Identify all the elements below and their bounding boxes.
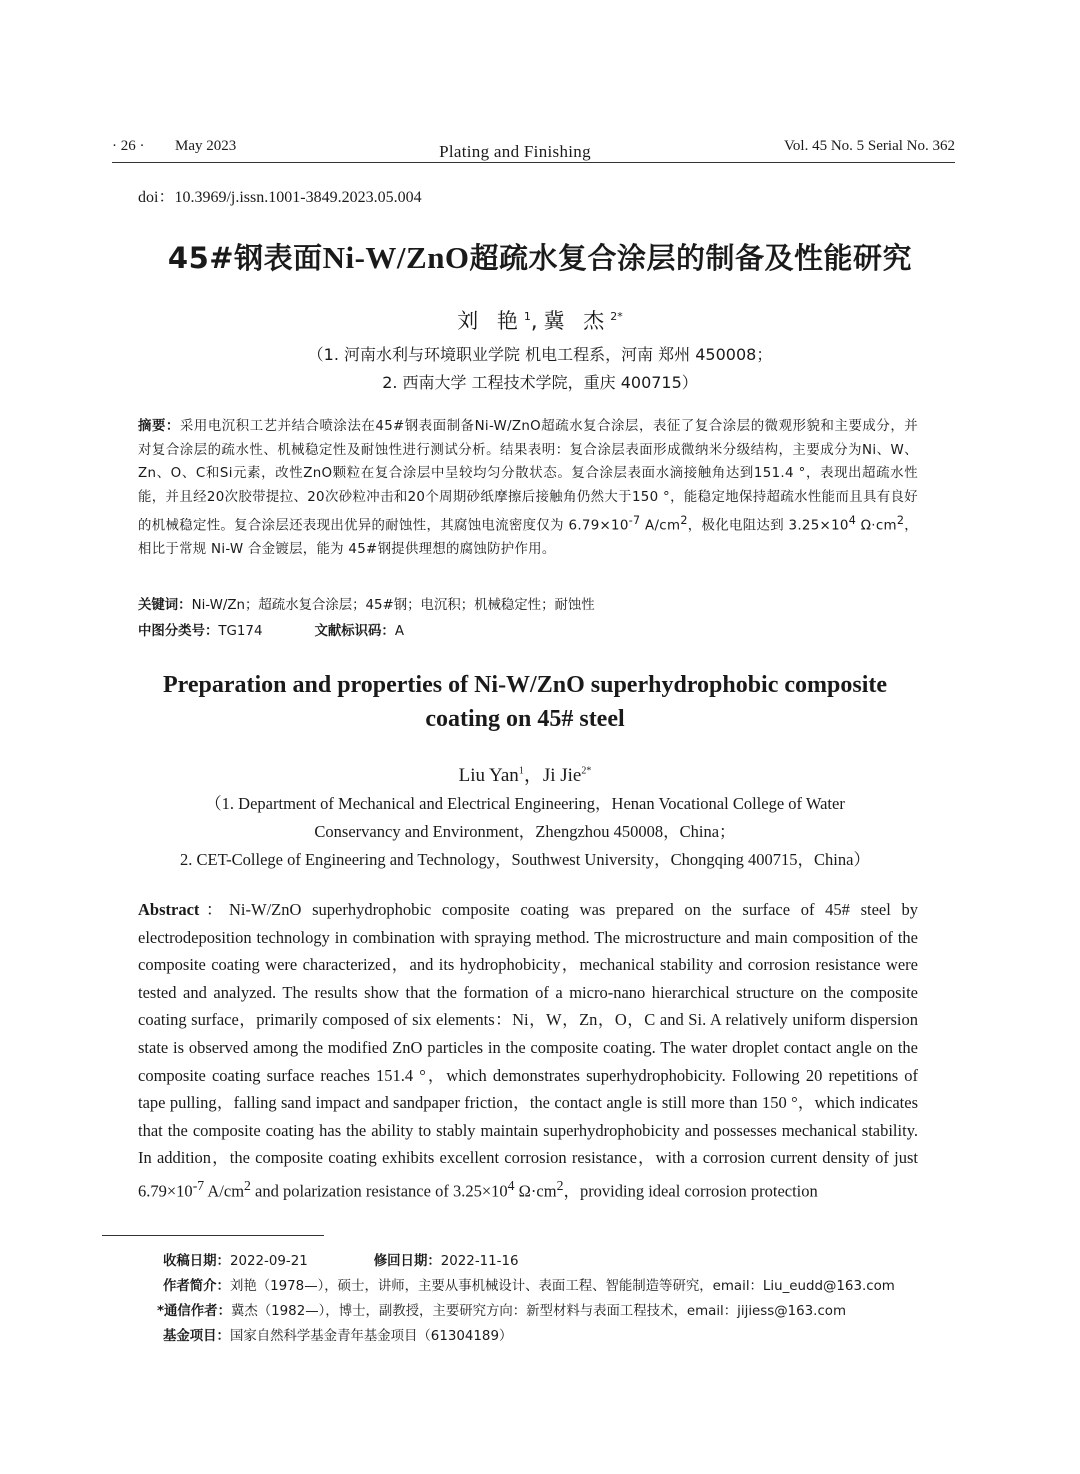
abstract-chinese (138, 415, 918, 562)
abstract-en-text-4: Ω·cm (514, 1181, 557, 1201)
doc-code-value: A (394, 624, 404, 639)
volume-info: Vol. 45 No. 5 Serial No. 362 (784, 138, 955, 154)
affiliation-en-1: （1. Department of Mechanical and Electrical Engineering，Henan Vocational College of Water (205, 794, 845, 813)
keywords-chinese (138, 594, 595, 613)
author-en-separator: ， (523, 765, 543, 786)
corresponding-text: 冀杰（1982—），博士，副教授，主要研究方向：新型材料与表面工程技术，email：jijiess@163.com (230, 1304, 847, 1319)
abstract-en-label: Abstract (138, 900, 200, 919)
journal-name: Plating and Finishing (439, 142, 591, 161)
affiliation-cn-2: 2. 西南大学 工程技术学院，重庆 400715） (382, 373, 698, 392)
abstract-en-text-5: ，providing ideal corrosion protection (563, 1181, 818, 1201)
authors-english (0, 760, 1050, 787)
author-cn-2: 冀 杰 (543, 309, 611, 333)
abstract-en-text-3: and polarization resistance of 3.25×10 (250, 1181, 508, 1201)
title-cn-prefix: 45#钢表面 (167, 241, 323, 275)
header-rule (112, 162, 955, 163)
received-date: 2022-09-21 (229, 1254, 308, 1269)
abstract-cn-sup-1: -7 (628, 514, 641, 528)
abstract-en-sup-4: 2 (556, 1177, 564, 1193)
affiliation-en-2: Conservancy and Environment，Zhengzhou 450008，China； (314, 822, 736, 841)
title-english (0, 668, 1050, 736)
abstract-en-sup-2: 2 (244, 1177, 251, 1193)
author-en-2-affil: 2* (581, 765, 592, 777)
title-en-line-2: coating on 45# steel (425, 706, 625, 732)
abstract-english (138, 896, 918, 1205)
abstract-en-text-2: A/cm (204, 1181, 245, 1201)
abstract-cn-text-1: 采用电沉积工艺并结合喷涂法在45#钢表面制备Ni-W/ZnO超疏水复合涂层，表征了复合涂层的微观形貌和主要成分，并对复合涂层的疏水性、机械稳定性及耐蚀性进行测试分析。结果表明：复合涂层表面形成微纳米分级结构，主要成分为Ni、W、Zn、O、C和Si元素，改性ZnO颗粒在复合涂层中呈较均匀分散状态。复合涂层表面水滴接触角达到151.4 °，表现出超疏水性能，并且经20次胶带提拉、20次砂粒冲击和20个周期砂纸摩擦后接触角仍然大于150 °，能稳定地保持超疏水性能而且具有良好的机械稳定性。复合涂层还表现出优异的耐蚀性，其腐蚀电流密度仅为 6.79×10 (138, 419, 918, 534)
received-label: 收稿日期： (163, 1254, 230, 1269)
page-number: · 26 · (112, 138, 145, 154)
abstract-cn-text-2: A/cm (640, 518, 681, 534)
bio-label: 作者简介： (163, 1279, 230, 1294)
issue-date: May 2023 (175, 138, 237, 154)
keywords-cn-text: Ni-W/Zn；超疏水复合涂层；45#钢；电沉积；机械稳定性；耐蚀性 (191, 598, 595, 613)
abstract-cn-label: 摘要： (138, 419, 180, 434)
authors-chinese (0, 305, 1080, 335)
abstract-cn-text-3: ，极化电阻达到 3.25×10 (687, 518, 849, 534)
abstract-cn-sup-3: 4 (848, 514, 857, 528)
clc-label: 中图分类号： (138, 624, 219, 639)
abstract-cn-sup-2: 2 (680, 514, 688, 528)
title-cn-latin: Ni-W/ZnO (322, 240, 470, 275)
author-en-1-affil: 1 (518, 765, 524, 777)
keywords-cn-label: 关键词： (138, 598, 192, 613)
author-en-2: Ji Jie (542, 765, 582, 786)
abstract-cn-text-4: Ω·cm (856, 518, 897, 534)
affiliation-en-3: 2. CET-College of Engineering and Technology，Southwest University，Chongqing 400715，China） (180, 850, 870, 869)
abstract-en-colon: ： (199, 900, 230, 919)
abstract-en-text-1: Ni-W/ZnO superhydrophobic composite coating was prepared on the surface of 45# steel by electrodeposition technology in combination with spraying method. The microstructure and main composition of the composite coating were characterized，and its hydrophobicity，mechanical stability and corrosion resistance were tested and analyzed. The results show that the formation of a micro-nano hierarchical structure on the composite coating surface，primarily composed of six elements：Ni，W，Zn，O，C and Si. A relatively uniform dispersion state is observed among the modified ZnO particles in the composite coating. The water droplet contact angle on the composite coating surface reaches 151.4 °，which demonstrates superhydrophobicity. Following 20 repetitions of tape pulling，falling sand impact and sandpaper friction，the contact angle is still more than 150 °，which indicates that the composite coating has the ability to stably maintain superhydrophobicity and possesses mechanical stability. In addition，the composite coating exhibits excellent corrosion resistance，with a corrosion current density of just 6.79×10 (138, 900, 918, 1201)
footnote-corresponding (157, 1300, 846, 1319)
footnote-funding (163, 1325, 512, 1344)
revised-date: 2022-11-16 (440, 1254, 519, 1269)
abstract-en-sup-3: 4 (507, 1177, 515, 1193)
title-chinese (0, 236, 1080, 277)
author-cn-1: 刘 艳 (457, 309, 524, 333)
author-cn-1-affil: 1 (523, 310, 531, 323)
doi[interactable]: doi：10.3969/j.issn.1001-3849.2023.05.004 (138, 189, 422, 206)
corresponding-label: *通信作者： (157, 1304, 231, 1319)
footnote-author-bio (163, 1275, 895, 1294)
abstract-cn-text-5: ，相比于常规 Ni-W 合金镀层，能为 45#钢提供理想的腐蚀防护作用。 (138, 518, 918, 558)
title-en-line-1: Preparation and properties of Ni-W/ZnO superhydrophobic composite (162, 672, 888, 698)
abstract-en-sup-1: -7 (192, 1177, 205, 1193)
revised-label: 修回日期： (373, 1254, 441, 1269)
author-en-1: Liu Yan (458, 765, 519, 786)
author-cn-separator: , (530, 309, 544, 333)
doc-code-label: 文献标识码： (314, 624, 395, 639)
author-cn-2-affil: 2* (610, 310, 623, 323)
funding-label: 基金项目： (163, 1329, 230, 1344)
footnote-dates (163, 1250, 519, 1269)
footnote-rule (102, 1235, 324, 1236)
clc-value: TG174 (218, 624, 263, 639)
abstract-cn-sup-4: 2 (896, 514, 905, 528)
classification-line (138, 620, 404, 639)
title-cn-suffix: 超疏水复合涂层的制备及性能研究 (469, 241, 913, 275)
bio-text: 刘艳（1978—），硕士，讲师，主要从事机械设计、表面工程、智能制造等研究，email：Liu_eudd@163.com (229, 1279, 895, 1294)
funding-text: 国家自然科学基金青年基金项目（61304189） (229, 1329, 513, 1344)
affiliation-cn-1: （1. 河南水利与环境职业学院 机电工程系，河南 郑州 450008； (307, 345, 773, 364)
